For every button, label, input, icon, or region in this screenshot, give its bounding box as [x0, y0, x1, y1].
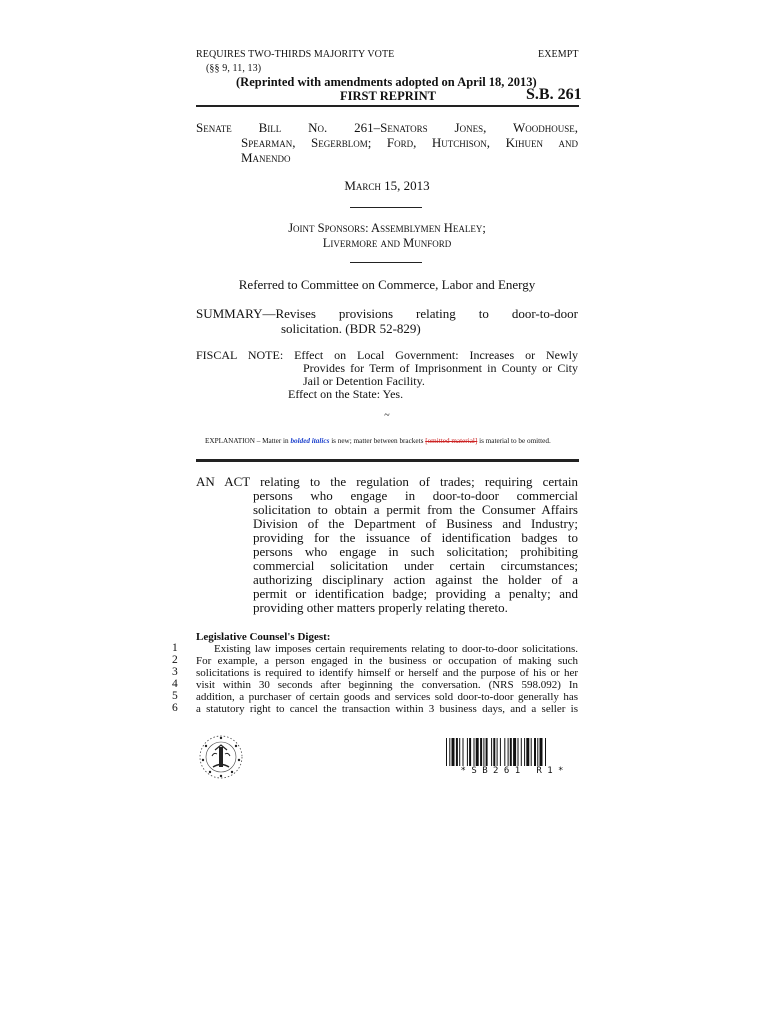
act-line: providing for the issuance of identification badges to: [253, 530, 578, 545]
digest-line: For example, a person engaged in the business or occupation of making such: [196, 655, 578, 667]
act-line: persons who engage in such solicitation; prohibiting: [253, 544, 578, 559]
exempt-label: EXEMPT: [538, 49, 579, 60]
bill-title-line-2: Spearman, Segerblom; Ford, Hutchison, Kihuen and: [241, 135, 578, 150]
bill-title-line-1: Senate Bill No. 261–Senators Jones, Woodhouse,: [196, 120, 578, 135]
line-number: 3: [172, 666, 178, 678]
fiscal-note-line-2: Provides for Term of Imprisonment in County or City: [303, 361, 578, 375]
act-line: AN ACT relating to the regulation of trades; requiring certain: [196, 474, 578, 489]
digest-line: Existing law imposes certain requirements relating to door-to-door solicitations.: [214, 643, 578, 655]
digest-line: visit within 30 seconds after beginning the conversation. (NRS 598.092) In: [196, 679, 578, 691]
line-number: 6: [172, 702, 178, 714]
divider: [350, 207, 422, 208]
act-line: authorizing disciplinary action against the holder of a: [253, 572, 578, 587]
explanation-prefix: EXPLANATION – Matter in: [205, 437, 289, 445]
barcode-label: * S B 2 6 1 R 1 *: [460, 766, 564, 776]
fiscal-note-line-4: Effect on the State: Yes.: [288, 387, 404, 401]
line-number: 4: [172, 678, 178, 690]
digest-line: addition, a purchaser of certain goods and services sold door-to-door generally has: [196, 691, 578, 703]
fiscal-note-line-3: Jail or Detention Facility.: [303, 374, 425, 388]
line-number: 1: [172, 642, 178, 654]
reprint-label: FIRST REPRINT: [340, 89, 436, 103]
explanation-note: [205, 437, 551, 445]
majority-vote-note: REQUIRES TWO-THIRDS MAJORITY VOTE: [196, 49, 395, 60]
summary-line-2: solicitation. (BDR 52-829): [281, 321, 421, 336]
line-number: 2: [172, 654, 178, 666]
act-line: persons who engage in door-to-door commercial: [253, 488, 578, 503]
joint-sponsors-line-2: Livermore and Munford: [322, 236, 452, 250]
header-rule: [196, 105, 579, 107]
explanation-new-matter: bolded italics: [290, 437, 330, 445]
bill-date: March 15, 2013: [344, 178, 430, 193]
digest-line: a statutory right to cancel the transaction within 3 business days, and a seller is: [196, 703, 578, 715]
line-number: 5: [172, 690, 178, 702]
act-line: commercial solicitation under certain circumstances;: [253, 558, 578, 573]
reprint-note: (Reprinted with amendments adopted on April 18, 2013): [236, 75, 537, 89]
explanation-middle: is new; matter between brackets: [331, 437, 424, 445]
explanation-suffix: is material to be omitted.: [479, 437, 551, 445]
fiscal-note-line-1: FISCAL NOTE: Effect on Local Government: Increases or Newly: [196, 348, 578, 362]
joint-sponsors-line-1: Joint Sponsors: Assemblymen Healey;: [288, 221, 486, 235]
digest-line: solicitations is required to identify himself or herself and the purpose of his or her: [196, 667, 578, 679]
committee-referral: Referred to Committee on Commerce, Labor and Energy: [238, 277, 536, 292]
divider: [350, 262, 422, 263]
summary-line-1: SUMMARY—Revises provisions relating to door-to-door: [196, 306, 578, 321]
act-line: Division of the Department of Business and Industry;: [253, 516, 578, 531]
digest-heading: Legislative Counsel's Digest:: [196, 631, 331, 643]
explanation-omitted-matter: [omitted material]: [425, 437, 478, 445]
tilde-mark: ~: [384, 410, 390, 421]
explanation-rule: [196, 459, 579, 462]
state-seal-icon: [198, 734, 244, 780]
act-line: permit or identification badge; providing a penalty; and: [253, 586, 578, 601]
barcode-icon: [446, 738, 578, 766]
sections-note: (§§ 9, 11, 13): [206, 63, 262, 74]
bill-id: S.B. 261: [526, 86, 582, 103]
act-line: providing other matters properly relating thereto.: [253, 600, 508, 615]
act-line: solicitation to obtain a permit from the Consumer Affairs: [253, 502, 578, 517]
bill-title-line-3: Manendo: [241, 150, 291, 165]
